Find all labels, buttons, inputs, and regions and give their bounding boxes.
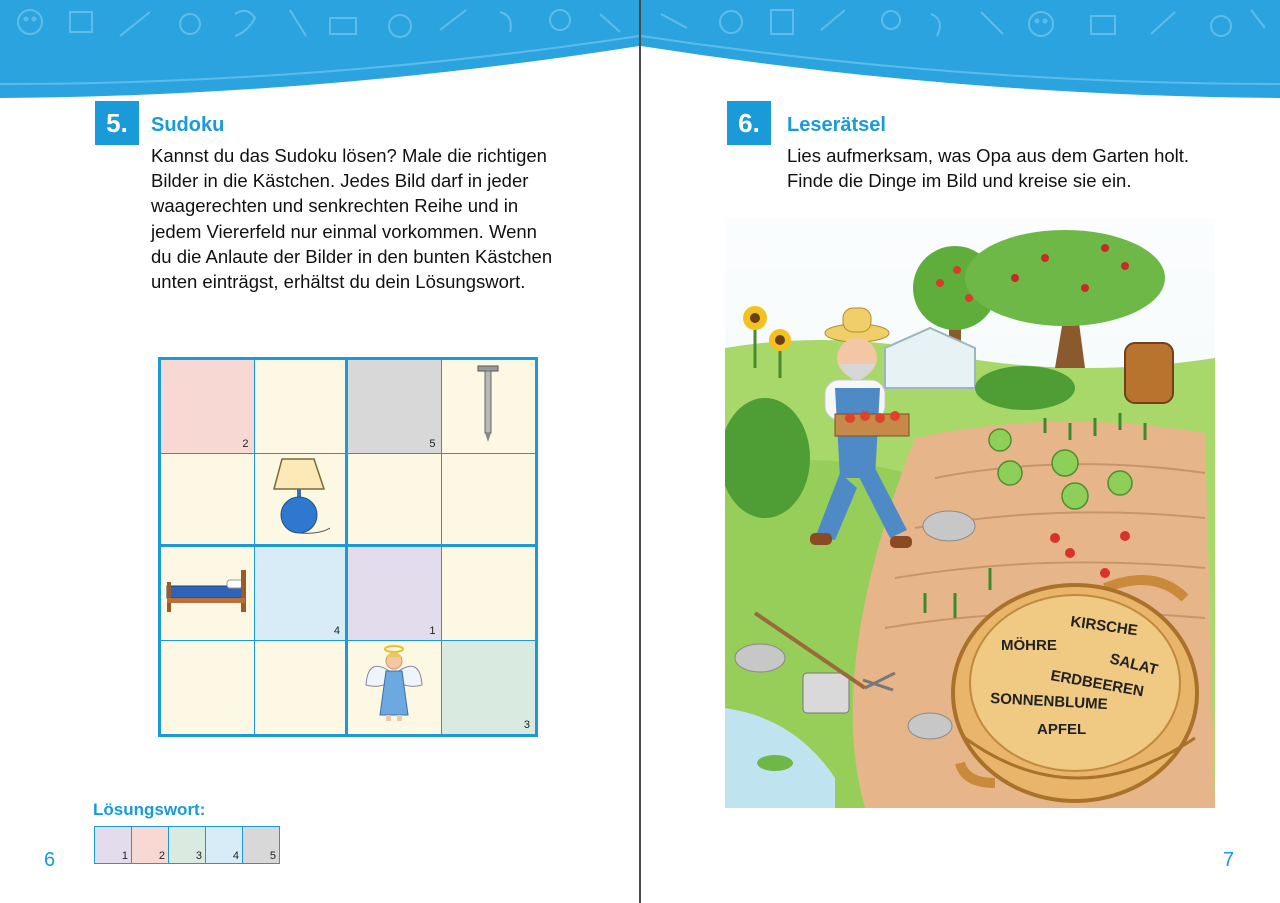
basket-word: SONNENBLUME bbox=[989, 690, 1109, 714]
sudoku-cell bbox=[161, 641, 255, 735]
left-page bbox=[0, 0, 639, 903]
sudoku-cell bbox=[255, 454, 349, 548]
basket-word: SALAT bbox=[1108, 650, 1160, 679]
solution-word-boxes bbox=[94, 826, 280, 864]
sudoku-cell bbox=[442, 360, 536, 454]
sudoku-cell bbox=[161, 454, 255, 548]
lamp-icon bbox=[270, 455, 330, 542]
sudoku-grid bbox=[158, 357, 538, 737]
sudoku-cell bbox=[442, 641, 536, 735]
sudoku-cell bbox=[161, 547, 255, 641]
solution-box[interactable] bbox=[206, 827, 243, 863]
task-title: Sudoku bbox=[151, 114, 225, 136]
sudoku-cell bbox=[255, 641, 349, 735]
basket-word: KIRSCHE bbox=[1069, 613, 1139, 640]
solution-box-number: 3 bbox=[195, 850, 202, 862]
task-instructions: Kannst du das Sudoku lösen? Male die richtigen Bilder in die Kästchen. Jedes Bild darf in jeder waagerechten und senkrechten Reihe und in jedem Viererfeld nur einmal vorkommen. Wenn du die Anlaute der Bilder in den bunten Kästchen unten einträgst, erhältst du dein Lösungswort. bbox=[151, 145, 553, 293]
solution-box-number: 4 bbox=[232, 850, 239, 862]
task-title: Leserätsel bbox=[787, 114, 886, 136]
solution-box[interactable] bbox=[169, 827, 206, 863]
sudoku-cell bbox=[255, 547, 349, 641]
cell-number: 1 bbox=[429, 624, 436, 637]
sudoku-cell bbox=[348, 454, 442, 548]
header-banner bbox=[0, 0, 639, 110]
task-number-badge: 6. bbox=[727, 101, 771, 145]
task-number-badge: 5. bbox=[95, 101, 139, 145]
solution-box[interactable] bbox=[132, 827, 169, 863]
task-instructions: Lies aufmerksam, was Opa aus dem Garten holt. Finde die Dinge im Bild und kreise sie ein. bbox=[787, 145, 1190, 192]
solution-box-number: 1 bbox=[121, 850, 128, 862]
solution-box-number: 5 bbox=[269, 850, 276, 862]
cell-number: 3 bbox=[523, 719, 530, 731]
cell-number: 5 bbox=[429, 437, 436, 450]
page-number: 6 bbox=[44, 849, 56, 871]
solution-label: Lösungswort: bbox=[93, 800, 206, 819]
page-number: 7 bbox=[1223, 849, 1235, 871]
sudoku-cell bbox=[348, 360, 442, 454]
solution-box[interactable] bbox=[95, 827, 132, 863]
solution-box-number: 2 bbox=[158, 850, 165, 862]
garden-illustration bbox=[725, 218, 1215, 808]
bed-icon bbox=[165, 568, 249, 619]
angel-icon bbox=[364, 645, 424, 730]
sudoku-cell bbox=[255, 360, 349, 454]
sudoku-cell bbox=[348, 547, 442, 641]
sudoku-cell bbox=[348, 641, 442, 735]
solution-box[interactable] bbox=[243, 827, 279, 863]
basket-word: APFEL bbox=[1037, 721, 1087, 738]
sudoku-cell bbox=[442, 547, 536, 641]
header-banner bbox=[641, 0, 1280, 110]
basket-word: MÖHRE bbox=[1001, 637, 1057, 654]
sudoku-cell bbox=[442, 454, 536, 548]
nail-icon bbox=[476, 364, 500, 449]
sudoku-cell bbox=[161, 360, 255, 454]
right-page bbox=[641, 0, 1280, 903]
basket-word: ERDBEEREN bbox=[1049, 667, 1146, 701]
cell-number: 4 bbox=[333, 624, 340, 637]
cell-number: 2 bbox=[242, 437, 249, 450]
